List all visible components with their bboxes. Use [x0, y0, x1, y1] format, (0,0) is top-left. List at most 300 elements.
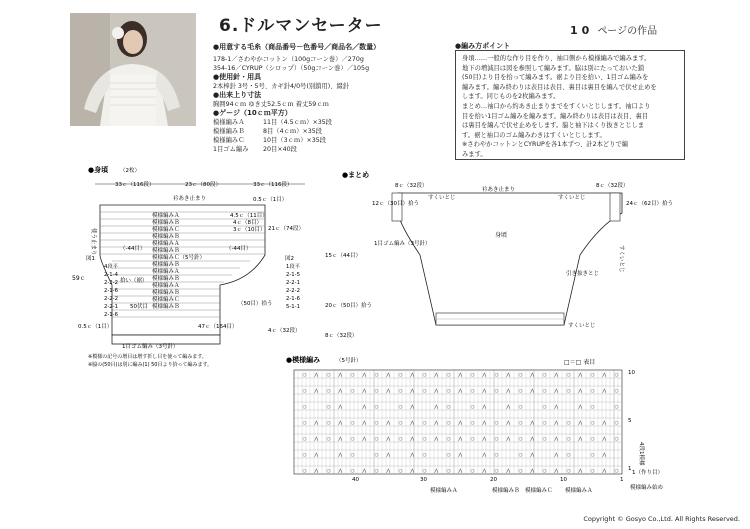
- stitch-symbol: ○: [518, 437, 523, 442]
- stitch-symbol: ⋀: [338, 453, 343, 458]
- asm-top-right: 8ｃ（32段）: [596, 183, 629, 189]
- page-number: 10: [570, 24, 594, 37]
- stitch-symbol: ○: [302, 437, 307, 442]
- stitch-needle: （5号針）: [336, 358, 362, 364]
- stitch-symbol: ○: [398, 421, 403, 426]
- stitch-symbol: ○: [326, 421, 331, 426]
- stitch-symbol: ⋀: [362, 389, 367, 394]
- yarn-line-1: 178-1／さわやかコットン（100gコーン巻）／270g: [213, 56, 364, 63]
- stitch-symbol: ⋀: [338, 405, 343, 410]
- asm-hem-dim: 20ｃ（50目）拾う: [325, 303, 372, 309]
- stitch-symbol: ⋀: [530, 389, 535, 394]
- stitch-symbol: ⋀: [554, 453, 559, 458]
- points-line: みます。: [462, 150, 487, 158]
- gauge-value: 8目（4ｃｍ）×35段: [263, 128, 323, 135]
- stitch-symbol: ⋀: [458, 453, 463, 458]
- stitch-symbol: ⋀: [362, 373, 367, 378]
- stitch-symbol: ○: [374, 389, 379, 394]
- stitch-symbol: ○: [446, 405, 451, 410]
- asm-sukui-left: すくいとじ: [428, 195, 456, 201]
- stitch-symbol: ○: [422, 421, 427, 426]
- stitch-symbol: ○: [614, 437, 619, 442]
- gauge-value: 10目（3ｃｍ）×35段: [263, 137, 327, 144]
- points-line: は裏目を編んで伏せ止めをします。脇と袖下はくり抜きとじしま: [462, 122, 645, 130]
- right-step: 2-2-2: [286, 288, 300, 294]
- assembly-diagram: [325, 165, 680, 345]
- stitch-symbol: ○: [398, 373, 403, 378]
- model-photo: [70, 13, 196, 126]
- stitch-symbol: ○: [542, 373, 547, 378]
- stitch-symbol: ○: [590, 389, 595, 394]
- points-box: [455, 50, 685, 160]
- sev-50: 50伏目: [130, 304, 148, 310]
- stitch-symbol: ○: [566, 389, 571, 394]
- stitch-symbol: ⋀: [410, 437, 415, 442]
- stitch-symbol: ○: [494, 469, 499, 474]
- stitch-symbol: ⋀: [434, 389, 439, 394]
- stitch-symbol: ○: [374, 421, 379, 426]
- stitch-symbol: ○: [350, 453, 355, 458]
- asm-left-dim: 12ｃ（30目）拾う: [372, 201, 419, 207]
- row-label: 模様編みＡ: [152, 241, 180, 247]
- asm-bottom-sukui: すくいとじ: [568, 323, 596, 329]
- y-tick: 1: [628, 466, 632, 472]
- stitch-symbol: ⋀: [338, 469, 343, 474]
- bottom-left-dim: 0.5ｃ（1目）: [78, 324, 113, 330]
- rib-label: 1目ゴム編み（3号針）: [122, 344, 179, 350]
- right-step: 5-1-1: [286, 304, 300, 310]
- y-tick: 10: [628, 370, 635, 376]
- stitch-symbol: ⋀: [314, 389, 319, 394]
- stitch-symbol: ⋀: [386, 373, 391, 378]
- left-step: 2-1-6: [104, 288, 118, 294]
- right-step: 2-2-1: [286, 280, 300, 286]
- row-label: 模様編みＢ: [152, 220, 180, 226]
- stitch-symbol: ○: [590, 453, 595, 458]
- points-line: 地下の増減目は図を参照して編みます。脇は別にたっておいた鎖: [462, 64, 645, 72]
- yarn-line-2: 354-16／CYRUP（シロップ）（50gコーン巻）／105g: [213, 65, 370, 72]
- row-label: 模様編みＣ: [152, 297, 180, 303]
- stitch-symbol: ○: [446, 421, 451, 426]
- points-line: (50目)より目を拾って編みます。裾より目を拾い、1目ゴム編みを: [462, 74, 649, 82]
- stitch-symbol: ⋀: [458, 469, 463, 474]
- stitch-symbol: ⋀: [506, 469, 511, 474]
- stitch-symbol: ○: [566, 437, 571, 442]
- stitch-symbol: ⋀: [338, 421, 343, 426]
- stitch-symbol: ⋀: [386, 453, 391, 458]
- gauge-label: 模様編みＢ: [213, 128, 245, 135]
- stitch-symbol: ○: [374, 453, 379, 458]
- asm-body: 身頃: [495, 232, 508, 239]
- stitch-symbol: ○: [542, 405, 547, 410]
- pattern-title: 6.ドルマンセーター: [219, 16, 383, 36]
- row-label: 模様編みＢ: [152, 304, 180, 310]
- stitch-symbol: ○: [470, 373, 475, 378]
- gauge-value: 11目（4.5ｃｍ）×35段: [263, 119, 333, 126]
- stitch-grid: [294, 370, 622, 474]
- stitch-symbol: ⋀: [362, 437, 367, 442]
- stitch-symbol: ⋀: [602, 389, 607, 394]
- asm-neck: 衿あき止まり: [482, 187, 516, 193]
- stitch-symbol: ○: [590, 373, 595, 378]
- stitch-symbol: ○: [422, 373, 427, 378]
- stitch-symbol: ○: [446, 437, 451, 442]
- stitch-symbol: ○: [470, 389, 475, 394]
- neck-label: 衿あき止まり: [173, 196, 207, 202]
- stitch-symbol: ○: [518, 373, 523, 378]
- body-diagram: [0, 160, 340, 370]
- stitch-symbol: ⋀: [482, 437, 487, 442]
- gauge-heading: ●ゲージ（10ｃｍ平方）: [213, 109, 292, 117]
- pattern-start: 模様編み始め: [630, 485, 664, 491]
- row-label: 模様編みＡ: [152, 213, 180, 219]
- body-heading: ●身頃: [88, 166, 109, 174]
- stitch-symbol: ○: [566, 469, 571, 474]
- stitch-symbol: ⋀: [314, 453, 319, 458]
- stitch-symbol: ⋀: [338, 373, 343, 378]
- stitch-symbol: ⋀: [578, 469, 583, 474]
- asm-kuri: 引き抜きとじ: [566, 271, 600, 277]
- stitch-symbol: ○: [302, 389, 307, 394]
- stitch-symbol: ⋀: [506, 421, 511, 426]
- stitch-symbol: ⋀: [554, 389, 559, 394]
- stitch-symbol: ○: [494, 421, 499, 426]
- stitch-symbol: ○: [590, 405, 595, 410]
- bottom-dim: 47ｃ（164目）: [198, 324, 238, 330]
- stitch-symbol: ○: [350, 469, 355, 474]
- gauge-label: 模様編みＡ: [213, 119, 245, 126]
- stitch-symbol: ⋀: [362, 421, 367, 426]
- stitch-symbol: ⋀: [482, 421, 487, 426]
- points-line: 身頃……一般的な作り目を作り、袖口側から模様編みで編みます。: [462, 55, 651, 62]
- right-dim: 4.5ｃ（11目）: [230, 213, 268, 219]
- stitch-symbol: ⋀: [578, 373, 583, 378]
- stitch-symbol: ○: [398, 389, 403, 394]
- stitch-symbol: ○: [326, 469, 331, 474]
- gauge-value: 20目×40段: [263, 146, 297, 153]
- right-step: 2-1-6: [286, 296, 300, 302]
- left-step: 2-1-6: [104, 312, 118, 318]
- stitch-symbol: ⋀: [314, 421, 319, 426]
- x-tick: 40: [352, 477, 359, 483]
- stitch-symbol: ○: [542, 421, 547, 426]
- x-tick: 30: [420, 477, 427, 483]
- stitch-symbol: ⋀: [410, 405, 415, 410]
- left-step: 2-2-2: [104, 280, 118, 286]
- stitch-symbol: ⋀: [578, 405, 583, 410]
- stitch-symbol: ⋀: [530, 469, 535, 474]
- materials-section: [213, 43, 428, 154]
- stitch-symbol: ○: [422, 389, 427, 394]
- materials-heading: ●用意する毛糸（商品番号－色番号／商品名／数量）: [213, 43, 381, 51]
- copyright: Copyright © Gosyo Co.,Ltd. All Rights Reserved.: [583, 515, 740, 523]
- row-label: 模様編みＢ: [152, 262, 180, 268]
- top-dim-left: 33ｃ（116段）: [115, 182, 155, 188]
- points-line: 編みます。編み終わりは表目は表目、裏目は裏目を編んで伏せ止めを: [462, 83, 657, 91]
- stitch-symbol: ⋀: [458, 437, 463, 442]
- stitch-symbol: ⋀: [578, 437, 583, 442]
- stitch-symbol: ⋀: [602, 453, 607, 458]
- asm-sukui-right: すくいとじ: [558, 195, 586, 201]
- asm-bottom-dim: 8ｃ（32段）: [325, 333, 358, 339]
- stitch-symbol: ○: [614, 469, 619, 474]
- right-dim: 4ｃ（8目）: [233, 220, 262, 226]
- stitch-symbol: ⋀: [530, 421, 535, 426]
- asm-right-sukui: すくいとじ: [618, 245, 624, 273]
- page-reference: [570, 22, 657, 37]
- asm-side-dim: 15ｃ（44目）: [325, 253, 361, 259]
- pattern-label: 模様編みＣ: [525, 488, 553, 494]
- left-step: 2-2-2: [104, 296, 118, 302]
- stitch-symbol: ⋀: [602, 421, 607, 426]
- stitch-symbol: ○: [494, 453, 499, 458]
- body-count: （2枚）: [120, 168, 140, 174]
- stitch-symbol: ○: [302, 405, 307, 410]
- stitch-symbol: ○: [302, 469, 307, 474]
- stitch-symbol: ⋀: [386, 389, 391, 394]
- stitch-symbol: ⋀: [482, 373, 487, 378]
- stitch-symbol: ⋀: [410, 469, 415, 474]
- stitch-symbol: ⋀: [602, 469, 607, 474]
- asm-cuff: 1目ゴム編み（3号針）: [374, 241, 431, 247]
- row-label: 模様編みＡ: [152, 283, 180, 289]
- stitch-symbol: ⋀: [314, 469, 319, 474]
- stitch-heading: ●模様編み: [286, 356, 321, 364]
- stitch-symbol: ⋀: [434, 405, 439, 410]
- stitch-symbol: ○: [590, 437, 595, 442]
- stitch-symbol: ○: [614, 421, 619, 426]
- stitch-symbol: ○: [590, 469, 595, 474]
- stitch-symbol: ○: [470, 421, 475, 426]
- gauge-label: 模様編みＣ: [213, 137, 245, 144]
- points-line: ※さわやかコットンとCYRUPを各1本ずつ、計2本どりで編: [462, 141, 629, 149]
- top-dim-right: 33ｃ（116段）: [253, 182, 293, 188]
- stitch-symbol: ⋀: [602, 373, 607, 378]
- stitch-symbol: ⋀: [314, 437, 319, 442]
- stitch-symbol: ○: [614, 389, 619, 394]
- stitch-symbol: ○: [518, 421, 523, 426]
- stitch-symbol: ○: [542, 389, 547, 394]
- stitch-symbol: ○: [542, 469, 547, 474]
- left-side-label: 使う止まり: [90, 228, 96, 256]
- stitch-symbol: ⋀: [362, 469, 367, 474]
- points-line: まとめ…袖口から約あき止まりまでをすくいとじします。袖口より: [462, 102, 651, 110]
- stitch-symbol: ⋀: [314, 373, 319, 378]
- repeat-label: 4段1模様: [638, 442, 644, 466]
- stitch-symbol: ⋀: [458, 373, 463, 378]
- x-tick: 20: [490, 477, 497, 483]
- stitch-symbol: ○: [566, 373, 571, 378]
- stitch-symbol: ⋀: [506, 389, 511, 394]
- stitch-symbol: ○: [566, 453, 571, 458]
- stitch-symbol: ⋀: [602, 437, 607, 442]
- stitch-symbol: ○: [518, 405, 523, 410]
- neck-right: 0.5ｃ（1目）: [253, 197, 288, 203]
- pattern-label: 模様編みＢ: [492, 488, 520, 494]
- stitch-symbol: ⋀: [578, 421, 583, 426]
- stitch-symbol: ⋀: [386, 469, 391, 474]
- top-dim-center: 23ｃ（80段）: [185, 182, 221, 188]
- stitch-symbol: ○: [590, 421, 595, 426]
- stitch-symbol: ⋀: [338, 437, 343, 442]
- fig-label: 図1: [86, 256, 95, 262]
- stitch-symbol: ○: [470, 437, 475, 442]
- stitch-symbol: ○: [446, 469, 451, 474]
- stitch-symbol: ○: [326, 437, 331, 442]
- stitch-symbol: ⋀: [506, 405, 511, 410]
- x-tick: 1: [620, 477, 624, 483]
- stitch-symbol: ○: [398, 405, 403, 410]
- stitch-symbol: ⋀: [338, 389, 343, 394]
- tools-heading: ●使用針・用具: [213, 73, 262, 81]
- row-label: 模様編みＣ（5号針）: [152, 255, 205, 261]
- stitch-symbol: ⋀: [410, 373, 415, 378]
- stitch-symbol: ⋀: [554, 421, 559, 426]
- stitch-symbol: ○: [422, 453, 427, 458]
- stitch-symbol: ⋀: [530, 373, 535, 378]
- stitch-symbol: ○: [374, 373, 379, 378]
- stitch-symbol: ○: [326, 373, 331, 378]
- stitch-symbol: ○: [470, 469, 475, 474]
- size-text: 胸囲94ｃｍ ゆき丈52.5ｃｍ 着丈59ｃｍ: [213, 101, 329, 108]
- points-line: します。同じものを2枚編みます。: [462, 93, 560, 101]
- stitch-legend: □＝□ 表目: [564, 359, 596, 366]
- right-step: 1段平: [286, 264, 300, 270]
- right-step: 2-1-5: [286, 272, 300, 278]
- side-decrease: （-44目）: [226, 246, 252, 252]
- stitch-symbol: ⋀: [362, 405, 367, 410]
- pattern-label: 模様編みＡ: [430, 488, 458, 494]
- hem-side-dim: 4ｃ（32段）: [268, 328, 301, 334]
- stitch-symbol: ○: [566, 421, 571, 426]
- stitch-symbol: ⋀: [386, 421, 391, 426]
- model-photo-image: [70, 13, 196, 126]
- stitch-symbol: ○: [350, 373, 355, 378]
- fig-label: 図2: [285, 256, 294, 262]
- row-label: 模様編みＣ: [152, 227, 180, 233]
- right-dim: 21ｃ（74段）: [268, 226, 304, 232]
- page-ref-text: ページの作品: [597, 26, 658, 37]
- row-label: 模様編みＢ: [152, 234, 180, 240]
- stitch-symbol: ○: [494, 373, 499, 378]
- stitch-symbol: ⋀: [506, 437, 511, 442]
- stitch-symbol: ○: [302, 453, 307, 458]
- points-heading: ●編み方ポイント: [455, 42, 511, 50]
- row-label: 模様編みＢ: [152, 290, 180, 296]
- stitch-symbol: ⋀: [530, 453, 535, 458]
- stitch-symbol: ○: [350, 421, 355, 426]
- stitch-symbol: ○: [518, 389, 523, 394]
- stitch-symbol: ⋀: [386, 437, 391, 442]
- stitch-symbol: ○: [398, 469, 403, 474]
- stitch-symbol: ○: [374, 437, 379, 442]
- stitch-symbol: ⋀: [434, 469, 439, 474]
- stitch-symbol: ○: [446, 389, 451, 394]
- pattern-label: 模様編みＡ: [565, 488, 593, 494]
- stitch-symbol: ○: [326, 405, 331, 410]
- note-2: ※脇の(50目)は別に編み(1) 50目より拾って編みます。: [88, 362, 213, 368]
- stitch-symbol: ⋀: [554, 405, 559, 410]
- stitch-symbol: ⋀: [434, 437, 439, 442]
- size-heading: ●出来上り寸法: [213, 91, 262, 99]
- stitch-symbol: ⋀: [482, 405, 487, 410]
- stitch-symbol: ⋀: [506, 373, 511, 378]
- stitch-symbol: ○: [494, 389, 499, 394]
- left-step: 4段平: [104, 264, 118, 270]
- stitch-symbol: ⋀: [554, 373, 559, 378]
- stitch-symbol: ⋀: [410, 453, 415, 458]
- stitch-symbol: ⋀: [458, 421, 463, 426]
- left-step: 2-2-1: [104, 304, 118, 310]
- right-dim: 3ｃ（10目）: [233, 227, 266, 233]
- stitch-symbol: ⋀: [434, 421, 439, 426]
- gauge-label: 1目ゴム編み: [213, 146, 249, 153]
- row-label: 模様編みＢ: [152, 276, 180, 282]
- stitch-symbol: ○: [446, 453, 451, 458]
- gauge-table: [213, 118, 428, 154]
- pick-50: （50目）拾う: [238, 301, 273, 307]
- pick-label: 拾い（裾）: [120, 278, 148, 284]
- stitch-symbol: ○: [542, 437, 547, 442]
- stitch-symbol: ⋀: [458, 389, 463, 394]
- stitch-symbol: ○: [374, 405, 379, 410]
- stitch-symbol: ○: [614, 373, 619, 378]
- row-label: 模様編みＡ: [152, 269, 180, 275]
- stitch-symbol: ⋀: [578, 389, 583, 394]
- stitch-symbol: ○: [518, 453, 523, 458]
- stitch-symbol: ○: [494, 437, 499, 442]
- stitch-symbol: ○: [422, 437, 427, 442]
- stitch-symbol: ○: [398, 437, 403, 442]
- stitch-symbol: ○: [422, 469, 427, 474]
- stitch-symbol: ⋀: [434, 373, 439, 378]
- stitch-symbol: ⋀: [482, 453, 487, 458]
- asm-right-dim: 24ｃ（62目）拾う: [626, 201, 673, 207]
- stitch-symbol: ⋀: [410, 389, 415, 394]
- stitch-symbol: ⋀: [482, 389, 487, 394]
- points-line: 目を拾い1目ゴム編みを編みます。編み終わりは表目は表目、裏目: [462, 112, 649, 120]
- stitch-symbol: ○: [350, 389, 355, 394]
- assembly-heading: ●まとめ: [342, 171, 370, 179]
- stitch-symbol: ⋀: [554, 437, 559, 442]
- stitch-symbol: ○: [302, 421, 307, 426]
- y-tick: 5: [628, 418, 632, 424]
- stitch-symbol: ○: [374, 469, 379, 474]
- left-step: 2-1-4: [104, 272, 118, 278]
- stitch-symbol: ○: [470, 405, 475, 410]
- asm-top-left: 8ｃ（32段）: [395, 183, 428, 189]
- stitch-symbol: ○: [446, 373, 451, 378]
- stitch-symbol: ○: [326, 389, 331, 394]
- stitch-chart: [280, 352, 730, 502]
- cast-on-label: 1（作り目）: [632, 470, 663, 476]
- tools-text: 2本棒針 3号・5号、カギ針4/0号(別鎖用)、綴針: [213, 83, 350, 90]
- stitch-symbol: ⋀: [410, 421, 415, 426]
- x-tick: 10: [560, 477, 567, 483]
- stitch-symbol: ○: [302, 373, 307, 378]
- row-label: 模様編みＢ: [152, 248, 180, 254]
- note-1: ※模様の記号の増目は増す折し目を使って編みます。: [88, 354, 207, 360]
- points-line: す。裾と袖口のゴム編みわきはすくいとじします。: [462, 131, 606, 139]
- height-dim: 59ｃ: [72, 275, 86, 282]
- stitch-symbol: ⋀: [530, 437, 535, 442]
- stitch-symbol: ○: [614, 405, 619, 410]
- side-decrease: （-44目）: [120, 246, 146, 252]
- stitch-symbol: ○: [518, 469, 523, 474]
- stitch-symbol: ○: [350, 437, 355, 442]
- stitch-symbol: ⋀: [482, 469, 487, 474]
- stitch-symbol: ⋀: [554, 469, 559, 474]
